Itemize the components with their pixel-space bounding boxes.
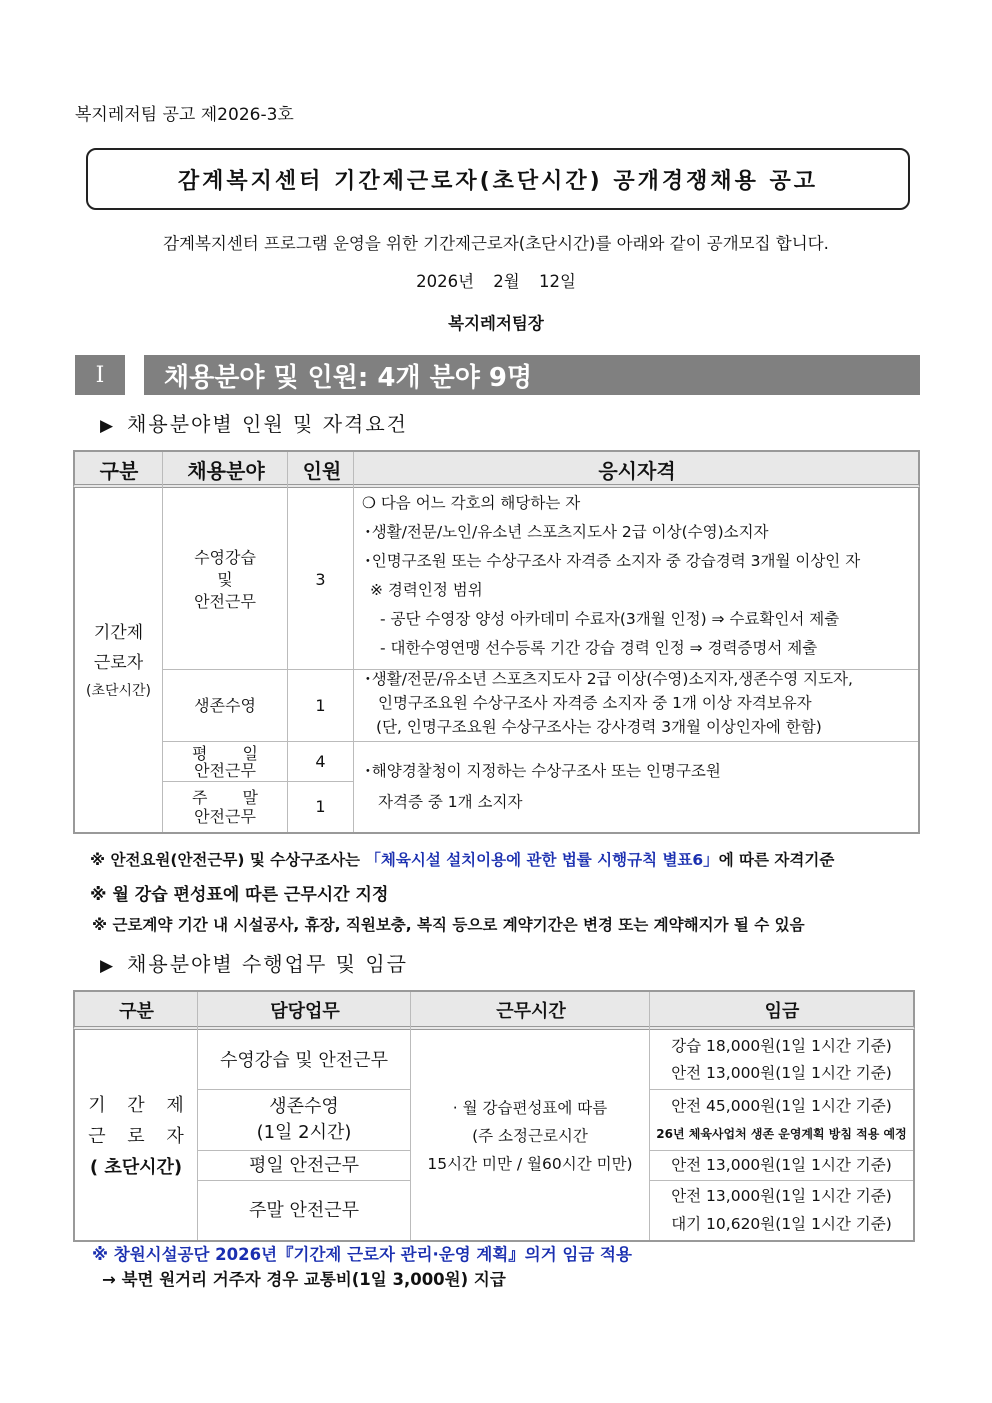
wage-line: 안전 13,000원(1일 1시간 기준)	[671, 1187, 892, 1205]
qualification-line: ※ 경력인정 범위	[370, 581, 483, 599]
hours-line: · 월 강습편성표에 따름	[452, 1099, 608, 1117]
table-row-field	[163, 782, 287, 832]
duty-weekday-safety: 평일 안전근무	[248, 1154, 360, 1176]
duty-line: 생존수영	[269, 1096, 339, 1117]
table-row-count: 1	[315, 695, 326, 715]
table-row-count: 1	[315, 797, 326, 816]
qualification-line: ･인명구조원 또는 수상구조사 자격증 소지자 중 강습경력 3개월 이상인 자	[364, 552, 861, 570]
section-title: 채용분야 및 인원: 4개 분야 9명	[144, 355, 920, 395]
section-number: Ⅰ	[75, 355, 125, 395]
note-wage-basis: ※ 창원시설공단 2026년『기간제 근로자 관리·운영 계획』의거 임금 적용	[92, 1245, 632, 1264]
field-line: 주 말	[192, 788, 258, 807]
qualification-line: 자격증 중 1개 소지자	[378, 793, 523, 811]
subheading-duties-wages	[100, 948, 408, 977]
qualification-line: (단, 인명구조요원 수상구조사는 강사경력 3개월 이상인자에 한함)	[376, 718, 822, 736]
col-header-wage: 임금	[764, 1001, 800, 1022]
category-line3: ( 초단시간)	[89, 1156, 183, 1178]
wage-table-header	[73, 990, 915, 1030]
category-cell	[75, 1032, 197, 1240]
qualification-line: ･생활/전문/노인/유소년 스포츠지도사 2급 이상(수영)소지자	[364, 523, 769, 541]
note-qualification-standard	[90, 848, 834, 870]
field-line: 안전근무	[194, 760, 256, 780]
qualification-line: - 공단 수영장 양성 아카데미 수료자(3개월 인정) ⇒ 수료확인서 제출	[380, 610, 840, 628]
hours-line: 15시간 미만 / 월60시간 미만)	[427, 1155, 633, 1173]
col-header-category: 구분	[119, 1001, 154, 1022]
table-row-count: 3	[315, 569, 326, 589]
wage-line: 강습 18,000원(1일 1시간 기준)	[671, 1037, 892, 1055]
category-line3: (초단시간)	[85, 683, 152, 699]
table-row-field: 생존수영	[194, 695, 256, 715]
category-line2: 근 로 자	[88, 1125, 184, 1147]
signer: 복지레저팀장	[448, 314, 544, 333]
duty-swimming-lesson: 수영강습 및 안전근무	[220, 1049, 388, 1071]
table-row-count: 4	[315, 751, 326, 771]
qualification-line: ･해양경찰청이 지정하는 수상구조사 또는 인명구조원	[364, 762, 721, 780]
col-header-field: 채용분야	[187, 458, 265, 483]
field-line: 안전근무	[194, 807, 256, 826]
field-line: 평 일	[192, 743, 258, 763]
law-reference: 「체육시설 설치이용에 관한 법률 시행규칙 별표6」	[365, 851, 719, 869]
col-header-qualification: 응시자격	[598, 458, 676, 483]
col-header-hours: 근무시간	[496, 1001, 566, 1022]
qualification-line: - 대한수영연맹 선수등록 기간 강습 경력 인정 ⇒ 경력증명서 제출	[380, 639, 818, 657]
intro-text: 감계복지센터 프로그램 운영을 위한 기간제근로자(초단시간)를 아래와 같이 공개모집 합니다.	[163, 234, 829, 253]
notice-reference-number: 복지레저팀 공고 제2026-3호	[75, 105, 294, 125]
table-row-field	[163, 490, 287, 669]
duty-weekend-safety: 주말 안전근무	[248, 1199, 360, 1221]
note-text: ※ 안전요원(안전근무) 및 수상구조사는	[90, 851, 366, 869]
grid-line	[650, 1089, 913, 1090]
subheading-text: 채용분야별 인원 및 자격요건	[127, 412, 408, 436]
wage-line: 대기 10,620원(1일 1시간 기준)	[671, 1215, 892, 1233]
field-line: 및	[217, 569, 233, 589]
field-line: 수영강습	[194, 547, 256, 567]
qualification-table-header	[73, 450, 920, 488]
note-work-hours: ※ 월 강습 편성표에 따른 근무시간 지정	[90, 885, 389, 905]
wage-line: 안전 45,000원(1일 1시간 기준)	[671, 1097, 892, 1115]
hours-line: (주 소정근로시간	[472, 1127, 588, 1145]
col-header-count: 인원	[302, 458, 342, 483]
duty-line: (1일 2시간)	[256, 1122, 352, 1143]
wage-line: 안전 13,000원(1일 1시간 기준)	[671, 1064, 892, 1082]
category-cell	[75, 490, 162, 832]
col-header-duty: 담당업무	[270, 1001, 340, 1022]
note-text: 에 따른 자격기준	[718, 851, 835, 869]
bullet-triangle-icon: ▶	[100, 416, 114, 436]
grid-line	[650, 1180, 913, 1181]
col-header-category: 구분	[99, 458, 139, 483]
note-contract-change: ※ 근로계약 기간 내 시설공사, 휴장, 직원보충, 복직 등으로 계약기간은 변경 또는 계약해지가 될 수 있음	[92, 916, 805, 934]
grid-line	[353, 452, 354, 832]
qualification-line: ❍ 다음 어느 각호의 해당하는 자	[362, 494, 581, 512]
wage-line: 안전 13,000원(1일 1시간 기준)	[671, 1156, 892, 1174]
category-line1: 기 간 제	[88, 1094, 184, 1116]
subheading-text: 채용분야별 수행업무 및 임금	[127, 952, 408, 976]
table-row-field	[163, 742, 287, 781]
subheading-qualifications	[100, 408, 408, 437]
category-line2: 근로자	[93, 653, 144, 673]
qualification-line: ･생활/전문/유소년 스포츠지도사 2급 이상(수영)소지자,생존수영 지도자,	[364, 670, 853, 688]
category-line1: 기간제	[93, 623, 144, 643]
notice-title	[86, 148, 910, 210]
notice-title-text: 감계복지센터 기간제근로자(초단시간) 공개경쟁채용 공고	[177, 168, 819, 194]
field-line: 안전근무	[194, 591, 256, 611]
notice-date: 2026년 2월 12일	[416, 272, 576, 291]
work-hours-cell	[411, 1032, 649, 1240]
duty-survival-swimming	[198, 1090, 410, 1150]
wage-note: 26년 체육사업처 생존 운영계획 방침 적용 예정	[656, 1127, 907, 1141]
note-transport-fee: → 북면 원거리 거주자 경우 교통비(1일 3,000원) 지급	[102, 1270, 506, 1289]
bullet-triangle-icon: ▶	[100, 956, 114, 976]
qualification-line: 인명구조요원 수상구조사 자격증 소지자 중 1개 이상 자격보유자	[378, 694, 812, 712]
